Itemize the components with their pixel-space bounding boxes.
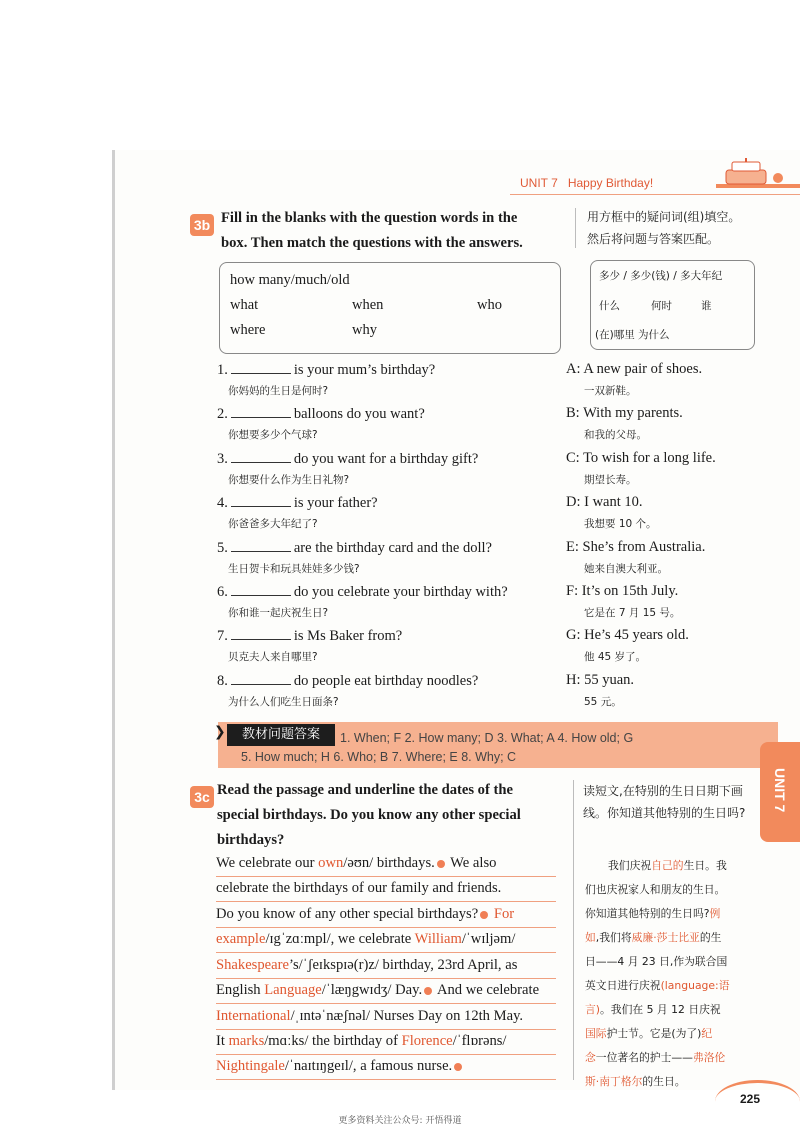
word-where: where	[230, 322, 266, 338]
keyword: 念	[585, 1051, 596, 1064]
answer-a: A: A new pair of shoes.	[566, 361, 703, 377]
text: /ˈflɒrəns/	[452, 1033, 507, 1049]
text: /ɪgˈzɑːmpl/, we celebrate	[265, 931, 415, 947]
text: English	[216, 982, 265, 998]
section-3b-cn-line2: 然后将问题与答案匹配。	[587, 232, 720, 246]
keyword: 威廉·莎士比亚	[631, 931, 700, 944]
keyword: 自己的	[651, 859, 684, 872]
translation-line-8	[585, 1026, 712, 1041]
translation-line-10	[585, 1074, 686, 1089]
question-number: 8.	[217, 673, 228, 689]
keyword: Florence	[401, 1033, 453, 1049]
text: /ˈlæŋgwɪdʒ/ Day.	[321, 982, 423, 998]
passage-rule	[216, 1054, 556, 1055]
question-7-cn: 贝克夫人来自哪里?	[228, 651, 318, 663]
translation-line-7	[585, 1002, 721, 1017]
text: /ˈnaɪtɪŋgeɪl/, a famous nurse.	[284, 1058, 453, 1074]
text: 我们庆祝	[608, 859, 652, 872]
question-5-cn: 生日贺卡和玩具娃娃多少钱?	[228, 563, 360, 575]
answer-blank[interactable]	[231, 539, 291, 552]
passage-line-7	[216, 1008, 523, 1025]
note-dot-icon	[454, 1063, 462, 1071]
text: 护士节。它是(为了)	[606, 1027, 702, 1040]
section-tag-3c: 3c	[190, 786, 214, 808]
text: /ˌɪntəˈnæʃnəl/ Nurses Day on 12th May.	[290, 1008, 524, 1024]
text: We celebrate our	[216, 855, 319, 871]
question-8-cn: 为什么人们吃生日面条?	[228, 696, 339, 708]
answer-h: H: 55 yuan.	[566, 672, 635, 688]
passage-rule	[216, 1029, 556, 1030]
answer-g-cn: 他 45 岁了。	[584, 651, 647, 663]
passage-line-2: celebrate the birthdays of our family and friends.	[216, 880, 502, 896]
section-tag-3b: 3b	[190, 214, 214, 236]
text: 。我们在 5 月 12 日庆祝	[600, 1003, 721, 1016]
section-3b-title-line1: Fill in the blanks with the question words in the	[221, 210, 518, 226]
question-text: are the birthday card and the doll?	[293, 540, 492, 556]
passage-rule	[216, 876, 556, 877]
text: 的生	[699, 931, 722, 944]
section-3c-title-line3: birthdays?	[217, 832, 285, 848]
answer-key-line1: 1. When; F 2. How many; D 3. What; A 4. How old; G	[340, 731, 634, 745]
passage-line-5	[216, 957, 517, 974]
unit-side-tab	[760, 742, 800, 842]
answer-key-line2: 5. How much; H 6. Who; B 7. Where; E 8. Why; C	[241, 750, 517, 764]
chevron-right-icon: ❯	[214, 724, 226, 740]
passage-rule	[216, 952, 556, 953]
answer-blank[interactable]	[231, 361, 291, 374]
keyword: William	[414, 931, 462, 947]
section-3c-cn-line1: 读短文,在特别的生日日期下画	[583, 784, 743, 798]
answer-e: E: She’s from Australia.	[566, 539, 706, 555]
question-7	[217, 627, 402, 645]
text: /əʊn/ birthdays.	[343, 855, 435, 871]
answer-key-label: 教材问题答案	[227, 724, 335, 746]
text: 生日。我	[683, 859, 727, 872]
passage-rule	[216, 978, 556, 979]
text: 你知道其他特别的生日吗?	[585, 907, 710, 920]
word-cn-3: 何时	[651, 300, 672, 312]
translation-line-3	[585, 906, 720, 921]
keyword: own	[318, 855, 344, 871]
question-number: 3.	[217, 451, 228, 467]
question-number: 7.	[217, 628, 228, 644]
question-3-cn: 你想要什么作为生日礼物?	[228, 474, 350, 486]
question-6-cn: 你和谁一起庆祝生日?	[228, 607, 329, 619]
text: It	[216, 1033, 229, 1049]
translation-line-1	[608, 858, 727, 873]
section-3c-title-line1: Read the passage and underline the dates of the	[217, 782, 513, 798]
word-when: when	[352, 297, 384, 313]
footer-note: 更多资料关注公众号: 开悟得道	[338, 1116, 462, 1126]
question-text: do you want for a birthday gift?	[293, 451, 479, 467]
text: 一位著名的护士——	[595, 1051, 693, 1064]
answer-blank[interactable]	[231, 672, 291, 685]
column-divider	[575, 208, 576, 248]
answer-blank[interactable]	[231, 627, 291, 640]
answer-g: G: He’s 45 years old.	[566, 627, 689, 643]
word-who: who	[477, 297, 502, 313]
keyword: 弗洛伦	[692, 1051, 726, 1064]
question-text: balloons do you want?	[293, 406, 425, 422]
note-dot-icon	[424, 987, 432, 995]
translation-line-4	[585, 930, 721, 945]
translation-line-2: 们也庆祝家人和朋友的生日。	[585, 883, 726, 896]
question-4-cn: 你爸爸多大年纪了?	[228, 518, 318, 530]
text: And we celebrate	[434, 982, 540, 998]
question-text: do you celebrate your birthday with?	[293, 584, 508, 600]
section-3b-title-line2: box. Then match the questions with the answers.	[221, 235, 523, 251]
question-text: is Ms Baker from?	[293, 628, 403, 644]
running-header	[520, 176, 653, 190]
word-why: why	[352, 322, 377, 338]
question-6	[217, 583, 508, 601]
question-text: is your father?	[293, 495, 378, 511]
keyword: 例	[709, 907, 721, 920]
passage-line-1	[216, 855, 496, 872]
text: Do you know of any other special birthdays?	[216, 906, 479, 922]
question-number: 2.	[217, 406, 228, 422]
answer-blank[interactable]	[231, 450, 291, 463]
keyword: Language	[264, 982, 322, 998]
column-divider-3c	[573, 780, 574, 1080]
translation-line-6	[585, 978, 730, 993]
word-cn-2: 什么	[599, 300, 620, 312]
keyword: 斯·南丁格尔	[585, 1075, 643, 1088]
answer-c-cn: 期望长寿。	[584, 474, 637, 486]
birthday-cake-icon	[716, 158, 800, 198]
keyword: Shakespeare	[216, 957, 289, 973]
header-unit: UNIT 7	[520, 176, 558, 190]
passage-line-8	[216, 1033, 507, 1050]
answer-d: D: I want 10.	[566, 494, 643, 510]
translation-line-9	[585, 1050, 725, 1065]
keyword: 国际	[585, 1027, 607, 1040]
question-number: 1.	[217, 362, 228, 378]
text: 英文日进行庆祝	[585, 979, 661, 992]
question-8	[217, 672, 478, 690]
question-5	[217, 539, 492, 557]
word-cn-1: 多少 / 多少(钱) / 多大年纪	[599, 270, 723, 282]
answer-f: F: It’s on 15th July.	[566, 583, 679, 599]
keyword: International	[216, 1008, 291, 1024]
passage-line-4	[216, 931, 515, 948]
question-1-cn: 你妈妈的生日是何时?	[228, 385, 329, 397]
answer-h-cn: 55 元。	[584, 696, 622, 708]
passage-line-6	[216, 982, 539, 999]
text: ,我们将	[595, 931, 632, 944]
answer-b: B: With my parents.	[566, 405, 683, 421]
word-cn-5: (在)哪里 为什么	[595, 329, 670, 341]
question-text: is your mum’s birthday?	[293, 362, 436, 378]
question-3	[217, 450, 478, 468]
answer-b-cn: 和我的父母。	[584, 429, 647, 441]
keyword: 言)	[585, 1003, 601, 1016]
question-number: 4.	[217, 495, 228, 511]
keyword: example	[216, 931, 266, 947]
section-3c-cn-line2: 线。你知道其他特别的生日吗?	[583, 806, 746, 820]
answer-e-cn: 她来自澳大利亚。	[584, 563, 668, 575]
keyword: marks	[228, 1033, 265, 1049]
header-title: Happy Birthday!	[567, 176, 654, 190]
answer-blank[interactable]	[231, 405, 291, 418]
question-text: do people eat birthday noodles?	[293, 673, 479, 689]
question-2-cn: 你想要多少个气球?	[228, 429, 318, 441]
passage-rule	[216, 901, 556, 902]
answer-f-cn: 它是在 7 月 15 号。	[584, 607, 681, 619]
passage-rule	[216, 1079, 556, 1080]
question-1	[217, 361, 435, 379]
question-2	[217, 405, 425, 423]
keyword: 如	[585, 931, 596, 944]
passage-rule	[216, 927, 556, 928]
note-dot-icon	[480, 911, 488, 919]
answer-blank[interactable]	[231, 494, 291, 507]
section-3c-title-line2: special birthdays. Do you know any other special	[217, 807, 521, 823]
note-dot-icon	[437, 860, 445, 868]
text: ’s/ˈʃeɪkspɪə(r)z/ birthday, 23rd April, as	[288, 957, 518, 973]
side-tab-label: UNIT 7	[772, 768, 788, 813]
passage-rule	[216, 1003, 556, 1004]
word-how-many: how many/much/old	[230, 272, 350, 288]
answer-c: C: To wish for a long life.	[566, 450, 716, 466]
question-4	[217, 494, 378, 512]
question-number: 5.	[217, 540, 228, 556]
text: /mɑːks/ the birthday of	[264, 1033, 402, 1049]
keyword: 纪	[701, 1027, 713, 1040]
answer-a-cn: 一双新鞋。	[584, 385, 637, 397]
text: 的生日。	[642, 1075, 686, 1088]
text: We also	[446, 855, 497, 871]
passage-line-3	[216, 906, 514, 923]
question-number: 6.	[217, 584, 228, 600]
keyword: Nightingale	[216, 1058, 285, 1074]
word-cn-4: 谁	[701, 300, 712, 312]
passage-line-9	[216, 1058, 464, 1075]
section-3b-cn-line1: 用方框中的疑问词(组)填空。	[587, 210, 741, 224]
word-what: what	[230, 297, 259, 313]
keyword: For	[490, 906, 515, 922]
page-number: 225	[740, 1092, 761, 1106]
answer-d-cn: 我想要 10 个。	[584, 518, 657, 530]
answer-blank[interactable]	[231, 583, 291, 596]
keyword: (language:语	[660, 979, 730, 992]
translation-line-5: 日——4 月 23 日,作为联合国	[585, 955, 728, 968]
text: /ˈwɪljəm/	[461, 931, 516, 947]
